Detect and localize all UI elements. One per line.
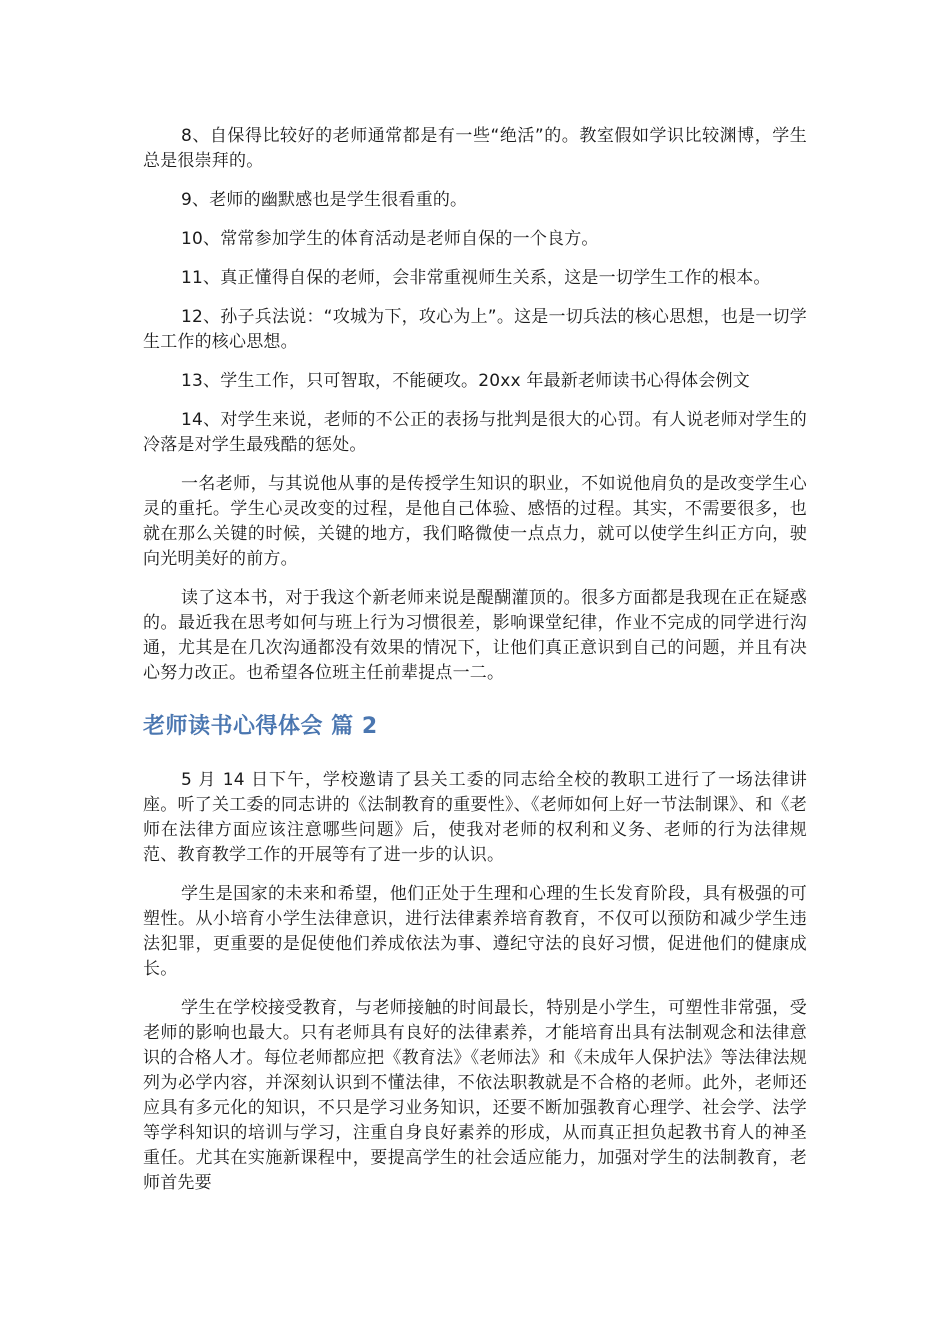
paragraph: 12、孙子兵法说：“攻城为下，攻心为上”。这是一切兵法的核心思想，也是一切学生工作的核心思想。 [143,307,807,352]
paragraph: 10、常常参加学生的体育活动是老师自保的一个良方。 [181,229,599,249]
paragraph: 5 月 14 日下午，学校邀请了县关工委的同志给全校的教职工进行了一场法律讲座。听了关工委的同志讲的《法制教育的重要性》、《老师如何上好一节法制课》、和《老师在法律方面应该注意哪些问题》后，使我对老师的权利和义务、老师的行为法律规范、教育教学工作的开展等有了进一步的认识。 [143,770,807,865]
paragraph: 8、自保得比较好的老师通常都是有一些“绝活”的。教室假如学识比较渊博，学生总是很崇拜的。 [143,126,807,171]
paragraph: 11、真正懂得自保的老师，会非常重视师生关系，这是一切学生工作的根本。 [181,268,771,288]
section-1 [143,124,807,686]
paragraph: 14、对学生来说，老师的不公正的表扬与批判是很大的心罚。有人说老师对学生的冷落是对学生最残酷的惩处。 [143,410,807,455]
paragraph: 一名老师，与其说他从事的是传授学生知识的职业，不如说他肩负的是改变学生心灵的重托。学生心灵改变的过程，是他自己体验、感悟的过程。其实，不需要很多，也就在那么关键的时候，关键的地方，我们略微使一点点力，就可以使学生纠正方向，驶向光明美好的前方。 [143,474,807,569]
paragraph: 学生在学校接受教育，与老师接触的时间最长，特别是小学生，可塑性非常强，受老师的影响也最大。只有老师具有良好的法律素养，才能培育出具有法制观念和法律意识的合格人才。每位老师都应把《教育法》《老师法》和《未成年人保护法》等法律法规列为必学内容，并深刻认识到不懂法律，不依法职教就是不合格的老师。此外，老师还应具有多元化的知识，不只是学习业务知识，还要不断加强教育心理学、社会学、法学等学科知识的培训与学习，注重自身良好素养的形成，从而真正担负起教书育人的神圣重任。尤其在实施新课程中，要提高学生的社会适应能力，加强对学生的法制教育，老师首先要 [143,998,807,1193]
paragraph: 13、学生工作，只可智取，不能硬攻。20xx 年最新老师读书心得体会例文 [181,371,750,391]
document-body [143,124,807,1210]
paragraph: 读了这本书，对于我这个新老师来说是醍醐灌顶的。很多方面都是我现在正在疑惑的。最近我在思考如何与班上行为习惯很差，影响课堂纪律，作业不完成的同学进行沟通，尤其是在几次沟通都没有效果的情况下，让他们真正意识到自己的问题，并且有决心努力改正。也希望各位班主任前辈提点一二。 [143,588,807,683]
section-2 [143,712,807,1196]
section-heading: 老师读书心得体会 篇 2 [143,714,378,739]
paragraph: 9、老师的幽默感也是学生很看重的。 [181,190,468,210]
paragraph: 学生是国家的未来和希望，他们正处于生理和心理的生长发育阶段，具有极强的可塑性。从小培育小学生法律意识，进行法律素养培育教育，不仅可以预防和减少学生违法犯罪，更重要的是促使他们养成依法为事、遵纪守法的良好习惯，促进他们的健康成长。 [143,884,807,979]
